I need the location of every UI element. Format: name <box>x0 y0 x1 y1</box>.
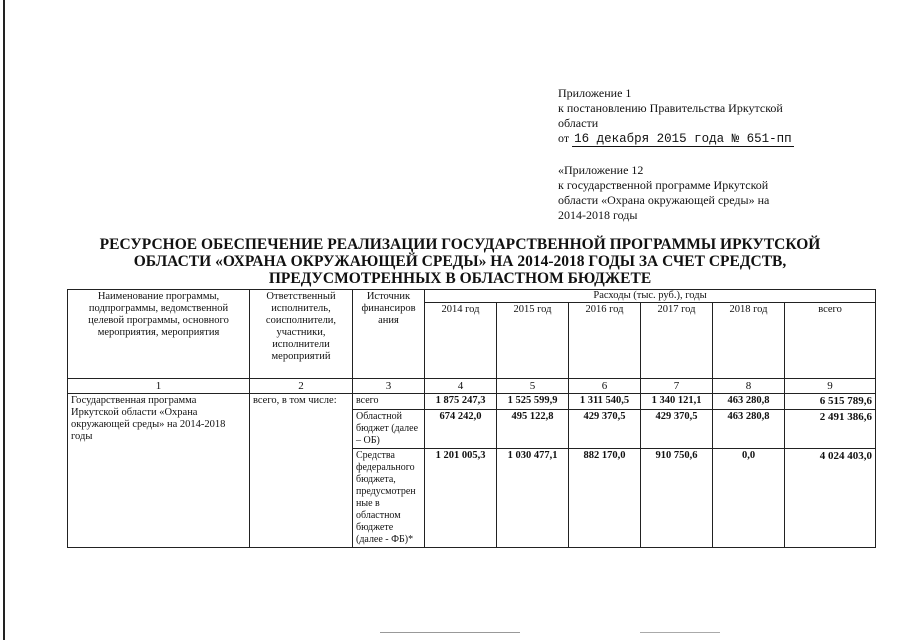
value-cell: 674 242,0 <box>425 410 497 449</box>
annex-12-block <box>558 163 818 223</box>
value-cell: 0,0 <box>713 449 785 548</box>
header-source: Источник финансиров ания <box>353 290 425 379</box>
header-executor: Ответственный исполнитель, соисполнители, участники, исполнители мероприятий <box>250 290 353 379</box>
col-number-3: 3 <box>353 379 425 394</box>
annex-1-date-line <box>558 131 818 147</box>
value-cell: 1 340 121,1 <box>641 394 713 410</box>
annex-1-line2: к постановлению Правительства Иркутской <box>558 101 783 115</box>
header-expenses: Расходы (тыс. руб.), годы <box>425 290 876 303</box>
col-number-8: 8 <box>713 379 785 394</box>
scan-artifact-line <box>640 632 720 633</box>
header-year-2017: 2017 год <box>641 303 713 379</box>
total-cell: 2 491 386,6 <box>785 410 876 449</box>
program-name-cell: Государственная программа Иркутской области «Охрана окружающей среды» на 2014-2018 годы <box>68 394 250 548</box>
annex-12-line2: к государственной программе Иркутской <box>558 178 769 192</box>
table-row <box>68 394 876 410</box>
value-cell: 463 280,8 <box>713 410 785 449</box>
col-number-1: 1 <box>68 379 250 394</box>
annex-1-line1: Приложение 1 <box>558 86 632 100</box>
header-row <box>68 290 876 303</box>
header-year-2016: 2016 год <box>569 303 641 379</box>
source-cell: Областной бюджет (далее – ОБ) <box>353 410 425 449</box>
value-cell: 882 170,0 <box>569 449 641 548</box>
value-cell: 1 201 005,3 <box>425 449 497 548</box>
title-line-2: ОБЛАСТИ «ОХРАНА ОКРУЖАЮЩЕЙ СРЕДЫ» НА 2014-2018 ГОДЫ ЗА СЧЕТ СРЕДСТВ, <box>133 253 787 270</box>
col-number-6: 6 <box>569 379 641 394</box>
header-year-2015: 2015 год <box>497 303 569 379</box>
header-total: всего <box>785 303 876 379</box>
col-number-4: 4 <box>425 379 497 394</box>
annex-12-line4: 2014-2018 годы <box>558 208 638 222</box>
annex-12-line3: области «Охрана окружающей среды» на <box>558 193 770 207</box>
header-year-2018: 2018 год <box>713 303 785 379</box>
title-line-3: ПРЕДУСМОТРЕННЫХ В ОБЛАСТНОМ БЮДЖЕТЕ <box>268 270 652 287</box>
col-number-7: 7 <box>641 379 713 394</box>
title-line-1: РЕСУРСНОЕ ОБЕСПЕЧЕНИЕ РЕАЛИЗАЦИИ ГОСУДАРСТВЕННОЙ ПРОГРАММЫ ИРКУТСКОЙ <box>99 236 821 253</box>
annex-1-from: от <box>558 131 570 145</box>
scan-artifact-line <box>380 632 520 633</box>
column-number-row <box>68 379 876 394</box>
total-cell: 6 515 789,6 <box>785 394 876 410</box>
total-cell: 4 024 403,0 <box>785 449 876 548</box>
executor-cell: всего, в том числе: <box>250 394 353 548</box>
document-title <box>90 236 830 287</box>
value-cell: 1 525 599,9 <box>497 394 569 410</box>
value-cell: 429 370,5 <box>641 410 713 449</box>
value-cell: 1 875 247,3 <box>425 394 497 410</box>
header-year-2014: 2014 год <box>425 303 497 379</box>
resource-table <box>67 289 876 548</box>
value-cell: 1 030 477,1 <box>497 449 569 548</box>
header-name: Наименование программы, подпрограммы, ведомственной целевой программы, основного мероприятия, мероприятия <box>68 290 250 379</box>
value-cell: 1 311 540,5 <box>569 394 641 410</box>
col-number-2: 2 <box>250 379 353 394</box>
source-cell: Средства федерального бюджета, предусмотрен ные в областном бюджете (далее - ФБ)* <box>353 449 425 548</box>
annex-12-line1: «Приложение 12 <box>558 163 644 177</box>
value-cell: 463 280,8 <box>713 394 785 410</box>
source-cell: всего <box>353 394 425 410</box>
resolution-date-number: 16 декабря 2015 года № 651-пп <box>574 132 792 146</box>
value-cell: 910 750,6 <box>641 449 713 548</box>
value-cell: 495 122,8 <box>497 410 569 449</box>
col-number-5: 5 <box>497 379 569 394</box>
annex-1-block <box>558 86 818 147</box>
col-number-9: 9 <box>785 379 876 394</box>
page-left-border <box>3 0 5 640</box>
annex-1-line3: области <box>558 116 599 130</box>
value-cell: 429 370,5 <box>569 410 641 449</box>
